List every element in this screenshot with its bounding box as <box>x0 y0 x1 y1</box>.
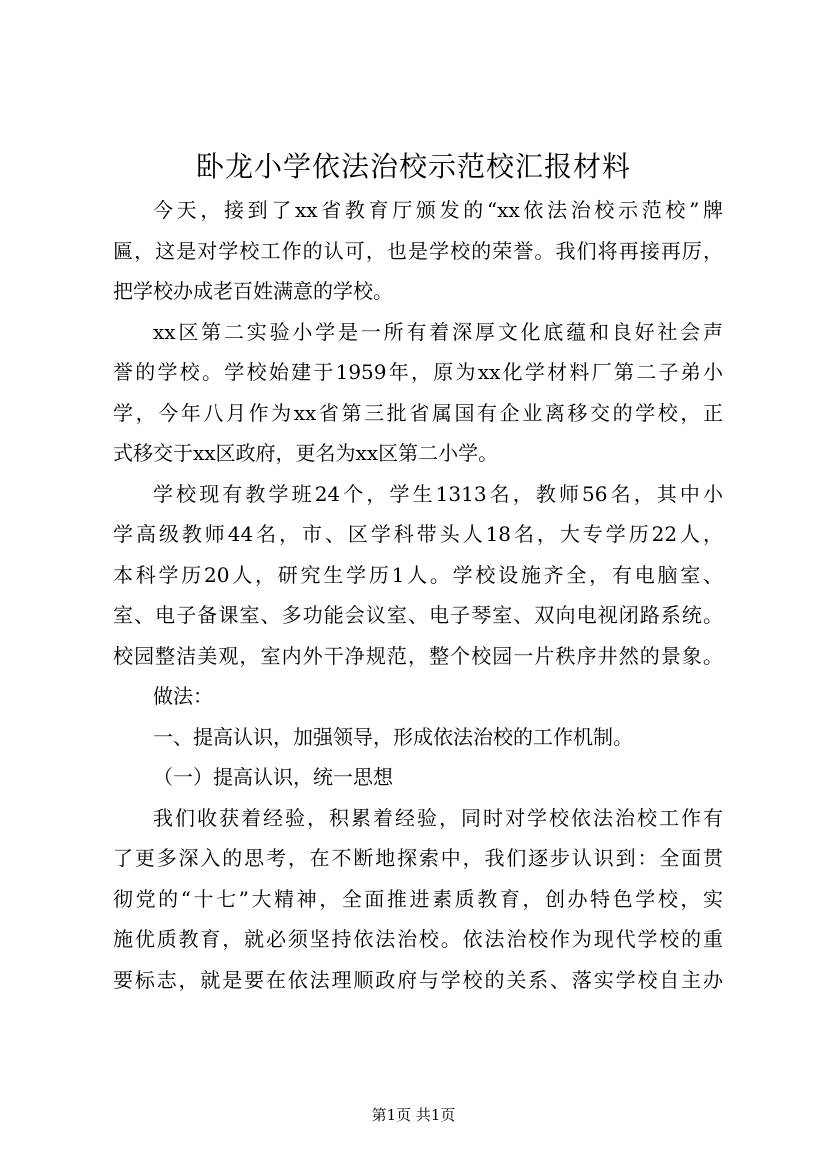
paragraph-line: 式移交于xx区政府，更名为xx区第二小学。 <box>113 441 499 465</box>
paragraph-line: 了更多深入的思考，在不断地探索中，我们逐步认识到：全面贯 <box>113 846 723 870</box>
paragraph-line: 把学校办成老百姓满意的学校。 <box>113 279 393 303</box>
document-title: 卧龙小学依法治校示范校汇报材料 <box>195 150 631 183</box>
paragraph-line: 学高级教师44名，市、区学科带头人18名，大专学历22人， <box>113 522 723 546</box>
paragraph-line: 施优质教育，就必须坚持依法治校。依法治校作为现代学校的重 <box>113 927 723 951</box>
paragraph-line: 誉的学校。学校始建于1959年，原为xx化学材料厂第二子弟小 <box>113 360 723 384</box>
paragraph-line: xx区第二实验小学是一所有着深厚文化底蕴和良好社会声 <box>153 319 723 344</box>
paragraph-line: 我们收获着经验，积累着经验，同时对学校依法治校工作有 <box>153 805 723 830</box>
document-body <box>113 190 723 1000</box>
page-number-footer: 第1页 共1页 <box>371 1106 456 1124</box>
paragraph-line: 室、电子备课室、多功能会议室、电子琴室、双向电视闭路系统。 <box>113 603 723 627</box>
paragraph-line: 今天，接到了xx省教育厅颁发的“xx依法治校示范校”牌 <box>153 198 723 222</box>
paragraph-line: 学校现有教学班24个，学生1313名，教师56名，其中小 <box>153 481 723 506</box>
paragraph-line: 校园整洁美观，室内外干净规范，整个校园一片秩序井然的景象。 <box>113 643 723 668</box>
subsection-heading: （一）提高认识，统一思想 <box>153 765 393 789</box>
paragraph-line: 本科学历20人，研究生学历1人。学校设施齐全，有电脑室、 <box>113 562 723 587</box>
paragraph-line: 匾，这是对学校工作的认可，也是学校的荣誉。我们将再接再厉， <box>113 238 723 263</box>
section-heading: 一、提高认识，加强领导，形成依法治校的工作机制。 <box>153 724 633 749</box>
paragraph-line: 学，今年八月作为xx省第三批省属国有企业离移交的学校，正 <box>113 400 723 425</box>
section-label: 做法： <box>153 684 213 708</box>
paragraph-line: 要标志，就是要在依法理顺政府与学校的关系、落实学校自主办 <box>113 967 723 992</box>
paragraph-line: 彻党的“十七”大精神，全面推进素质教育，创办特色学校，实 <box>113 886 723 911</box>
